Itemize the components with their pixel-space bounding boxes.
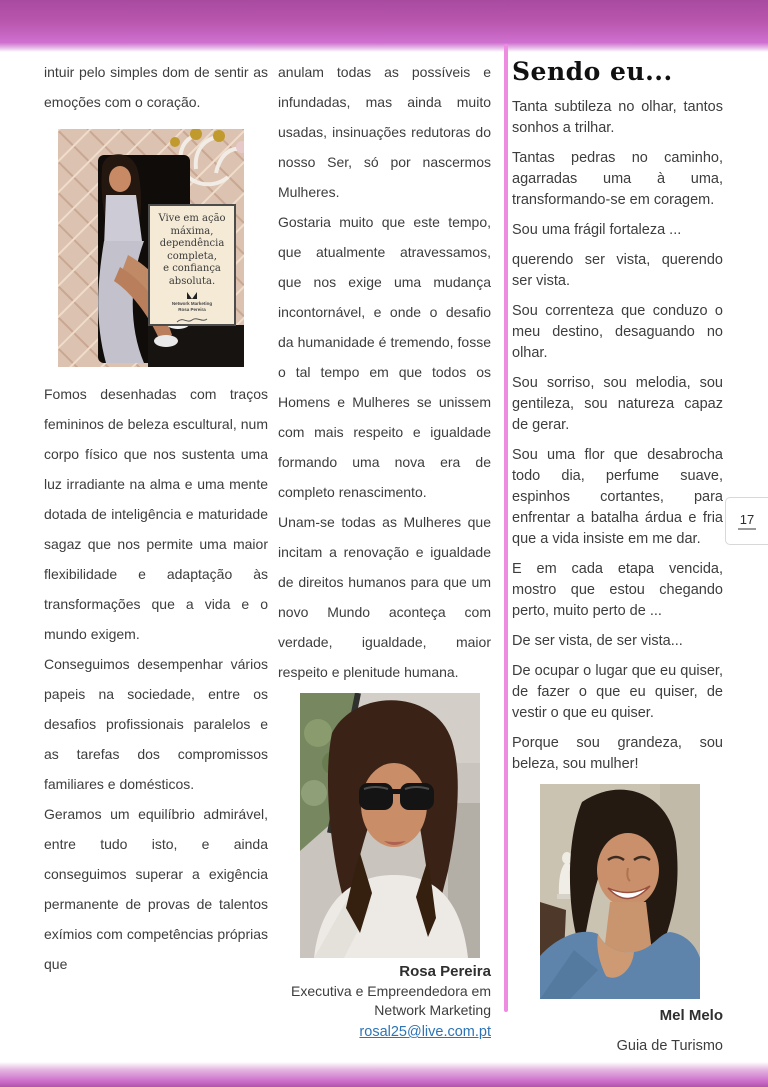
paragraph: querendo ser vista, querendo ser vista. [512,252,723,289]
paragraph: anulam todas as possíveis e infundadas, mas ainda muito usadas, insinuações redutoras do nosso Ser, só por nascermos Mulheres. [278,64,491,200]
column-3 [512,57,723,1085]
article-title: Sendo eu... [512,57,673,86]
photo-rosa-studio-portrait [58,129,244,367]
paragraph: Conseguimos desempenhar vários papeis na sociedade, entre os desafios profissionais paralelos e as tarefas dos compromissos familiares e domésticos. [44,656,268,792]
paragraph: Sou uma flor que desabrocha todo dia, perfume suave, espinhos cortantes, para enfrentar a batalha árdua e fria que a vida insiste em me dar. [512,447,723,547]
photo-rosa-selfie-art [300,693,480,958]
author-name: Rosa Pereira [399,963,491,980]
photo-mel-portrait [540,784,700,999]
bottom-gradient-bar [0,1062,768,1087]
photo-rosa-car-selfie [300,693,480,958]
author-name: Mel Melo [659,1007,723,1024]
sign-text-line: e confiança [163,263,221,274]
paragraph: E em cada etapa vencida, mostro que estou chegando perto, muito perto de ... [512,561,723,619]
paragraph: Gostaria muito que este tempo, que atualmente atravessamos, que nos exige uma mudança incontornável, e onde o desafio da humanidade é tremendo, fosse o tal tempo em que todos os Homens e Mulheres se unissem com mais respeito e igualdade formando uma nova era de completo renascimento. [278,214,491,500]
email-link-rosa[interactable]: rosal25@live.com.pt [359,1024,491,1040]
paragraph: De ocupar o lugar que eu quiser, de fazer o que eu quiser, de vestir o que eu quiser. [512,663,723,721]
paragraph: De ser vista, de ser vista... [512,633,683,649]
paragraph: Sou uma frágil fortaleza ... [512,222,682,238]
paragraph: Tantas pedras no caminho, agarradas uma à uma, transformando-se em coragem. [512,150,723,208]
sign-text-line: absoluta. [168,275,216,287]
paragraph: Sou sorriso, sou melodia, sou gentileza, sou natureza capaz de gerar. [512,375,723,433]
author-role: Network Marketing [374,1002,491,1018]
photo-mel-portrait-art [540,784,700,999]
paragraph: Geramos um equilíbrio admirável, entre tudo isto, e ainda conseguimos superar a exigência permanente de provas de talentos exímios com competências próprias que [44,806,268,972]
page-number-tab [725,497,768,545]
page-number: 17 [738,512,756,530]
column-divider-line [504,44,508,1012]
paragraph: Tanta subtileza no olhar, tantos sonhos a trilhar. [512,99,723,136]
paragraph: Porque sou grandeza, sou beleza, sou mulher! [512,735,723,772]
paragraph: Unam-se todas as Mulheres que incitam a renovação e igualdade de direitos humanos para que um novo Mundo aconteça com verdade, igualdade, maior respeito e plenitude humana. [278,514,491,680]
paragraph: Fomos desenhadas com traços femininos de beleza escultural, num corpo físico que nos sustenta uma luz irradiante na alma e uma mente dotada de inteligência e maturidade sagaz que nos permite uma maior flexibilidade e adaptação às transformações que a vida e o mundo exigem. [44,386,268,642]
signature-squiggle [175,316,209,324]
author-role: Executiva e Empreendedora em [291,983,491,999]
sign-text-line: dependência [159,238,225,249]
paragraph: intuir pelo simples dom de sentir as emoções com o coração. [44,64,268,110]
butterfly-icon [187,292,197,299]
motivation-sign [148,204,236,326]
caption-rosa [278,962,491,1041]
sign-text-line: Vive em ação [158,213,226,224]
sign-text-line: completa, [167,250,217,262]
column-2 [278,57,491,1041]
sign-credit: Rosa Pereira [178,307,206,312]
sign-credit: Network Marketing [171,301,213,306]
paragraph: Sou correnteza que conduzo o meu destino, desaguando no olhar. [512,303,723,361]
column-1 [44,57,268,979]
sign-text-line: máxima, [170,225,214,237]
author-role: Guia de Turismo [616,1038,723,1054]
top-gradient-bar [0,0,768,52]
